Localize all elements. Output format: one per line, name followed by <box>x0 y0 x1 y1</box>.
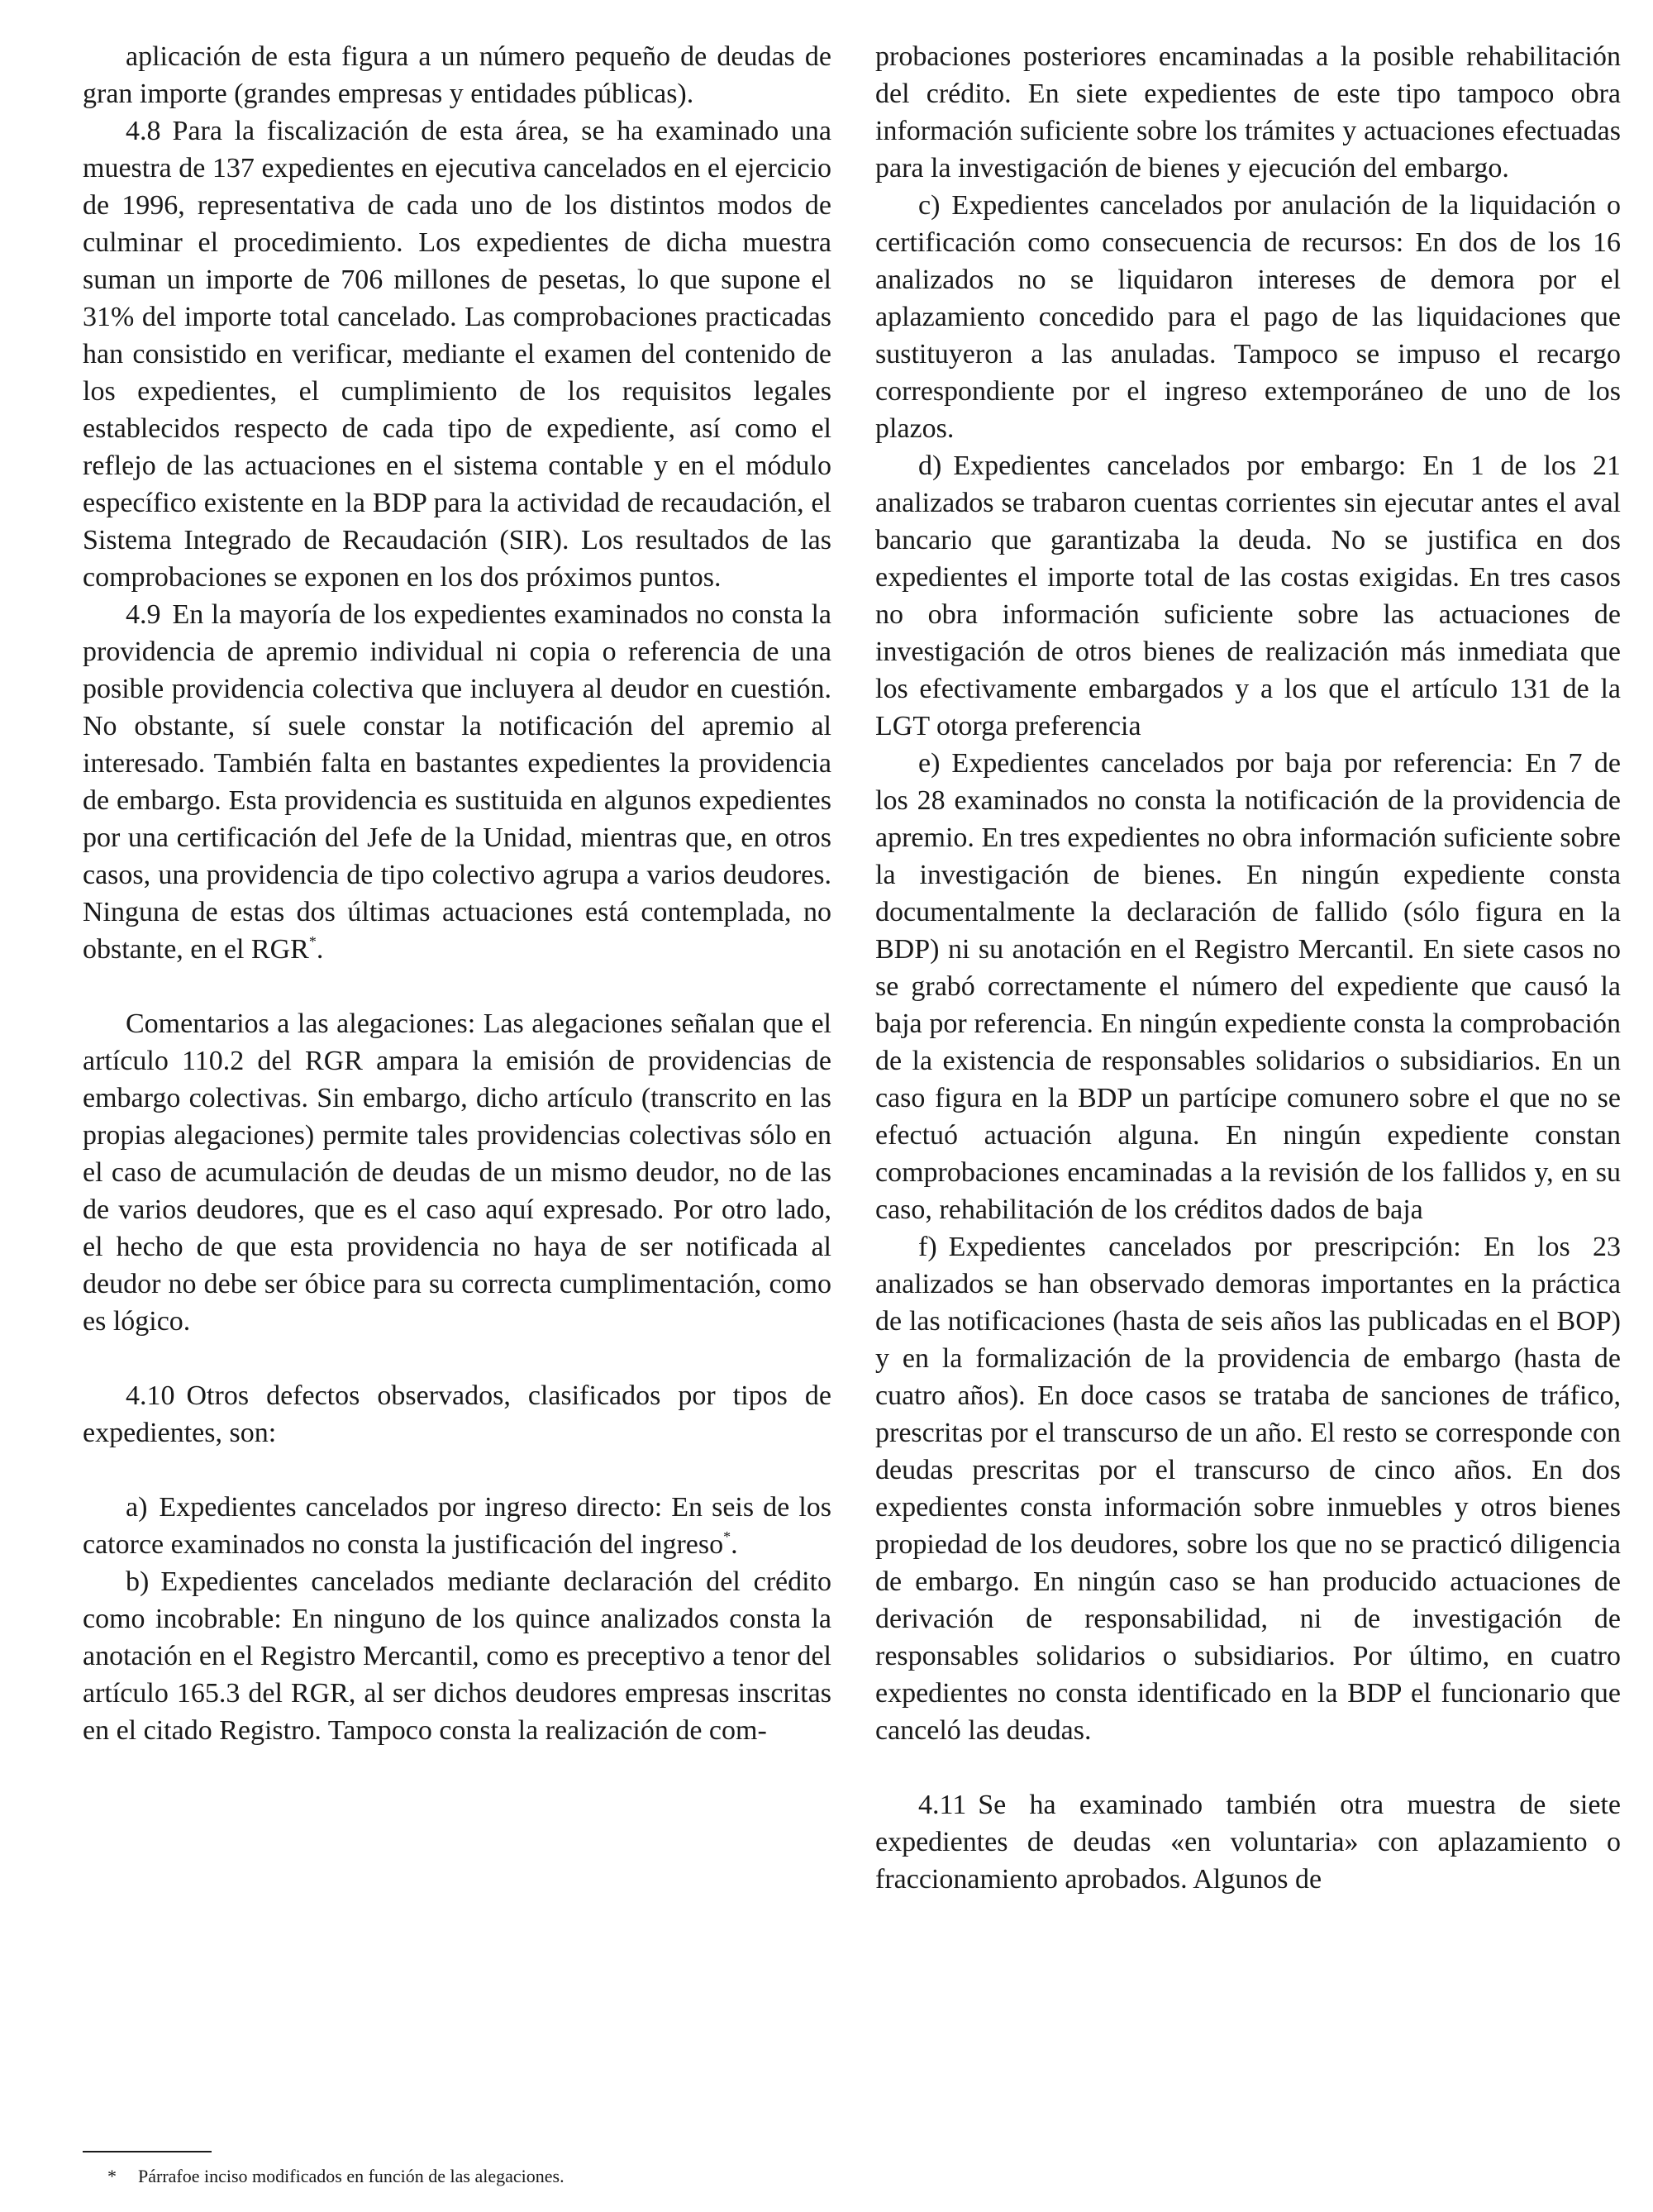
paragraph-number: 4.9 <box>126 599 161 630</box>
paragraph <box>83 596 831 968</box>
paragraph-number: c) <box>918 190 941 221</box>
paragraph-text: Se ha examinado también otra muestra de siete expedientes de deudas «en voluntaria» con aplazamiento o fraccionamiento aprobados. Algunos de <box>875 1790 1621 1895</box>
paragraph-text: Otros defectos observados, clasificados por tipos de expedientes, son: <box>83 1380 831 1448</box>
paragraph-number: f) <box>918 1232 937 1262</box>
paragraph-number: d) <box>918 451 942 481</box>
paragraph-text: Comentarios a las alegaciones: Las alegaciones señalan que el artículo 110.2 del RGR ampara la emisión de providencias de embargo colectivas. Sin embargo, dicho artículo (transcrito en las propias alegaciones) permite tales providencias colectivas sólo en el caso de acumulación de deudas de un mismo deudor, no de las de varios deudores, que es el caso aquí expresado. Por otro lado, el hecho de que esta providencia no haya de ser notificada al deudor no debe ser óbice para su correcta cumplimentación, como es lógico. <box>83 1008 831 1337</box>
paragraph-text: Expedientes cancelados por embargo: En 1 de los 21 analizados se trabaron cuentas corrientes sin ejecutar antes el aval bancario que garantizaba la deuda. No se justifica en dos expedientes el importe total de las costas exigidas. En tres casos no obra información suficiente sobre las actuaciones de investigación de otros bienes de realización más inmediata que los efectivamente embargados y a los que el artículo 131 de la LGT otorga preferencia <box>875 451 1621 741</box>
paragraph <box>875 745 1621 1228</box>
footnote-rule <box>83 2151 212 2152</box>
paragraph-number: 4.8 <box>126 116 161 146</box>
paragraph <box>83 38 831 112</box>
footnote <box>107 2164 835 2189</box>
paragraph-number: 4.11 <box>918 1790 967 1820</box>
paragraph-text: Para la fiscalización de esta área, se ha examinado una muestra de 137 expedientes en ejecutiva cancelados en el ejercicio de 1996, representativa de cada uno de los distintos modos de culminar el procedimiento. Los expedientes de dicha muestra suman un importe de 706 millones de pesetas, lo que supone el 31% del importe total cancelado. Las comprobaciones practicadas han consistido en verificar, mediante el examen del contenido de los expedientes, el cumplimiento de los requisitos legales establecidos respecto de cada tipo de expediente, así como el reflejo de las actuaciones en el sistema contable y en el módulo específico existente en la BDP para la actividad de recaudación, el Sistema Integrado de Recaudación (SIR). Los resultados de las comprobaciones se exponen en los dos próximos puntos. <box>83 116 831 593</box>
paragraph <box>83 1005 831 1340</box>
footnote-reference: * <box>308 933 317 950</box>
paragraph <box>83 112 831 596</box>
paragraph <box>875 187 1621 447</box>
paragraph-text: aplicación de esta figura a un número pequeño de deudas de gran importe (grandes empresas y entidades públicas). <box>83 41 831 109</box>
paragraph-text: probaciones posteriores encaminadas a la posible rehabilitación del crédito. En siete expedientes de este tipo tampoco obra información suficiente sobre los trámites y actuaciones efectuadas para la investigación de bienes y ejecución del embargo. <box>875 41 1621 184</box>
right-column <box>875 38 1621 1898</box>
paragraph <box>83 1563 831 1749</box>
left-column <box>83 38 831 1749</box>
paragraph <box>875 38 1621 187</box>
paragraph-text: Expedientes cancelados por ingreso directo: En seis de los catorce examinados no consta la justificación del ingreso <box>83 1492 831 1560</box>
paragraph-text: Expedientes cancelados por anulación de la liquidación o certificación como consecuencia de recursos: En dos de los 16 analizados no se liquidaron intereses de demora por el aplazamiento concedido para el pago de las liquidaciones que sustituyeron a las anuladas. Tampoco se impuso el recargo correspondiente por el ingreso extemporáneo de uno de los plazos. <box>875 190 1621 444</box>
footnote-mark: * <box>107 2166 117 2186</box>
footnote-text: Párrafoe inciso modificados en función de las alegaciones. <box>138 2166 564 2186</box>
paragraph-tail: . <box>731 1529 738 1560</box>
footnote-reference: * <box>723 1528 731 1545</box>
paragraph-number: e) <box>918 748 941 779</box>
paragraph-number: 4.10 <box>126 1380 175 1411</box>
paragraph <box>83 1489 831 1563</box>
paragraph <box>83 1377 831 1452</box>
paragraph-text: Expedientes cancelados mediante declaración del crédito como incobrable: En ninguno de los quince analizados consta la anotación en el Registro Mercantil, como es preceptivo a tenor del artículo 165.3 del RGR, al ser dichos deudores empresas inscritas en el citado Registro. Tampoco consta la realización de com- <box>83 1566 831 1746</box>
paragraph-text: Expedientes cancelados por prescripción: En los 23 analizados se han observado demoras importantes en la práctica de las notificaciones (hasta de seis años las publicadas en el BOP) y en la formalización de la providencia de embargo (hasta de cuatro años). En doce casos se trataba de sanciones de tráfico, prescritas por el transcurso de un año. El resto se corresponde con deudas prescritas por el transcurso de cinco años. En dos expedientes consta información sobre inmuebles y otros bienes propiedad de los deudores, sobre los que no se practicó diligencia de embargo. En ningún caso se han producido actuaciones de derivación de responsabilidad, ni de investigación de responsables solidarios o subsidiarios. Por último, en cuatro expedientes no consta identificado en la BDP el funcionario que canceló las deudas. <box>875 1232 1621 1746</box>
paragraph <box>875 447 1621 745</box>
paragraph <box>875 1786 1621 1898</box>
paragraph <box>875 1228 1621 1749</box>
paragraph-number: b) <box>126 1566 150 1597</box>
paragraph-tail: . <box>316 934 324 965</box>
paragraph-text: Expedientes cancelados por baja por referencia: En 7 de los 28 examinados no consta la notificación de la providencia de apremio. En tres expedientes no obra información suficiente sobre la investigación de bienes. En ningún expediente consta documentalmente la declaración de fallido (sólo figura en la BDP) ni su anotación en el Registro Mercantil. En siete casos no se grabó correctamente el número del expediente que causó la baja por referencia. En ningún expediente consta la comprobación de la existencia de responsables solidarios o subsidiarios. En un caso figura en la BDP un partícipe comunero sobre el que no se efectuó actuación alguna. En ningún expediente constan comprobaciones encaminadas a la revisión de los fallidos y, en su caso, rehabilitación de los créditos dados de baja <box>875 748 1621 1225</box>
paragraph-text: En la mayoría de los expedientes examinados no consta la providencia de apremio individual ni copia o referencia de una posible providencia colectiva que incluyera al deudor en cuestión. No obstante, sí suele constar la notificación del apremio al interesado. También falta en bastantes expedientes la providencia de embargo. Esta providencia es sustituida en algunos expedientes por una certificación del Jefe de la Unidad, mientras que, en otros casos, una providencia de tipo colectivo agrupa a varios deudores. Ninguna de estas dos últimas actuaciones está contemplada, no obstante, en el RGR <box>83 599 831 965</box>
paragraph-number: a) <box>126 1492 148 1523</box>
